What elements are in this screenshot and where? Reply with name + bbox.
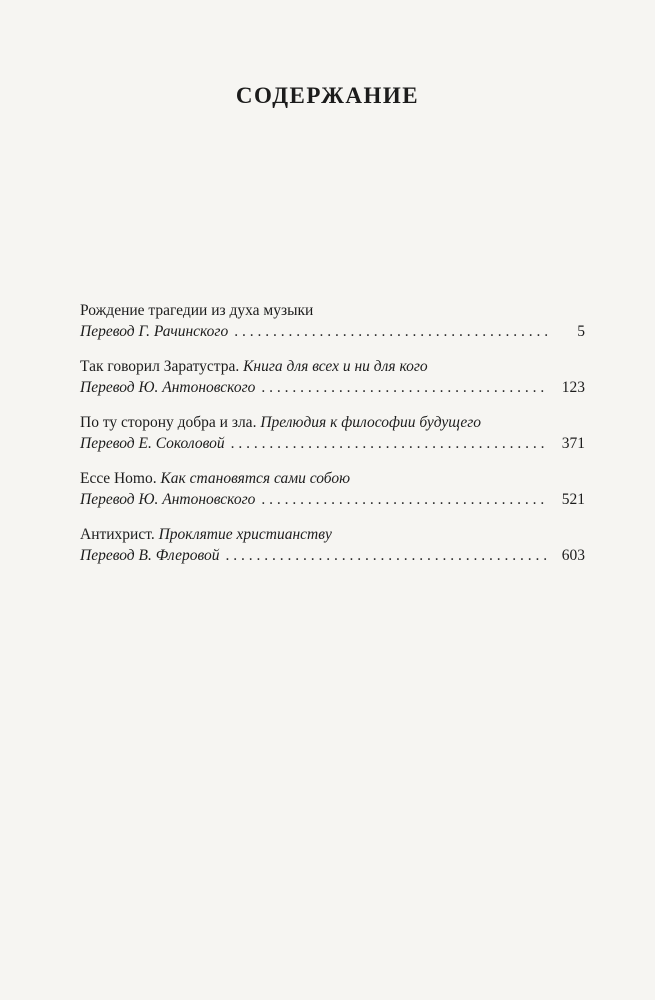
entry-subtitle: Прелюдия к философии будущего	[260, 414, 482, 431]
entry-title-line	[80, 356, 585, 377]
entry-translator-line	[80, 377, 585, 398]
entry-translator-line	[80, 321, 585, 342]
entry-page-number: 5	[577, 323, 585, 340]
entry-translator-line	[80, 545, 585, 566]
dot-leader	[261, 377, 549, 398]
entry-page-number: 521	[561, 491, 585, 508]
entry-subtitle: Книга для всех и ни для кого	[243, 358, 428, 375]
toc-entry	[80, 356, 585, 398]
entry-title-line	[80, 468, 585, 489]
entry-translator: Перевод Ю. Антоновского	[80, 491, 256, 508]
entry-translator: Перевод Е. Соколовой	[80, 435, 225, 452]
entry-title: Так говорил Заратустра.	[80, 358, 240, 375]
entry-page-number: 603	[561, 547, 585, 564]
entry-translator: Перевод Г. Рачинского	[80, 323, 229, 340]
page-title: СОДЕРЖАНИЕ	[235, 83, 420, 108]
entry-title: Ecce Homo.	[80, 470, 157, 487]
toc-entry	[80, 412, 585, 454]
dot-leader	[226, 545, 550, 566]
dot-leader	[231, 433, 549, 454]
entry-page-number: 371	[561, 435, 585, 452]
entry-title-line	[80, 300, 585, 321]
toc-entry	[80, 468, 585, 510]
table-of-contents	[80, 300, 585, 580]
toc-entry	[80, 300, 585, 342]
entry-title: По ту сторону добра и зла.	[80, 414, 257, 431]
dot-leader	[234, 321, 549, 342]
entry-title-line	[80, 412, 585, 433]
entry-subtitle: Как становятся сами собою	[160, 470, 351, 487]
entry-translator-line	[80, 433, 585, 454]
entry-title: Рождение трагедии из духа музыки	[80, 302, 314, 319]
entry-translator: Перевод Ю. Антоновского	[80, 379, 256, 396]
toc-entry	[80, 524, 585, 566]
dot-leader	[261, 489, 549, 510]
entry-translator: Перевод В. Флеровой	[80, 547, 220, 564]
entry-page-number: 123	[561, 379, 585, 396]
entry-translator-line	[80, 489, 585, 510]
entry-title: Антихрист.	[80, 526, 155, 543]
entry-subtitle: Проклятие христианству	[158, 526, 332, 543]
entry-title-line	[80, 524, 585, 545]
